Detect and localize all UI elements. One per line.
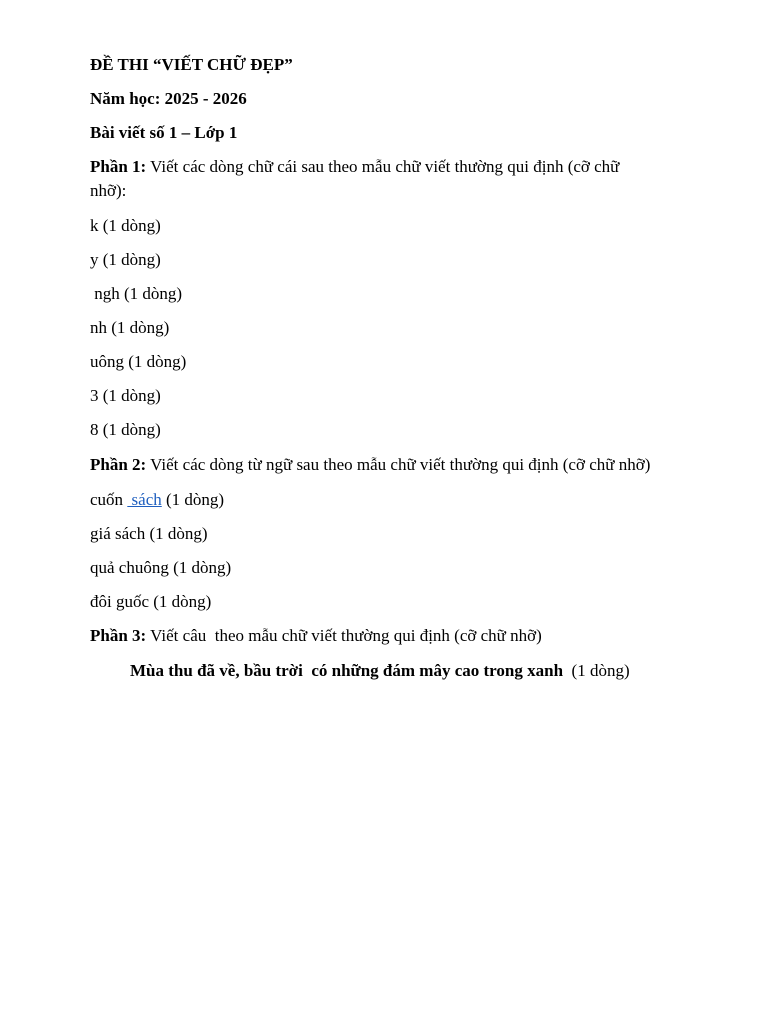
part1-label: Phần 1: [90,157,147,176]
sach-link[interactable]: sách [127,490,162,509]
part1-item: 8 (1 dòng) [90,420,161,439]
part1-instruction: Viết các dòng chữ cái sau theo mẫu chữ viết thường qui định (cỡ chữ nhỡ): [90,157,620,200]
part2-label: Phần 2: [90,455,147,474]
part2-heading [90,454,650,476]
part1-item: uông (1 dòng) [90,352,187,371]
school-year: Năm học: 2025 - 2026 [90,89,247,108]
part2-instruction: Viết các dòng từ ngữ sau theo mẫu chữ viết thường qui định (cỡ chữ nhỡ) [146,455,651,474]
part3-instruction: Viết câu theo mẫu chữ viết thường qui định (cỡ chữ nhỡ) [146,626,542,645]
part1-heading [90,155,650,203]
part1-item: 3 (1 dòng) [90,386,161,405]
part1-item: y (1 dòng) [90,250,161,269]
part2-item: quả chuông (1 dòng) [90,558,232,577]
part1-item: nh (1 dòng) [90,318,170,337]
part2-item: đôi guốc (1 dòng) [90,592,212,611]
part1-item: k (1 dòng) [90,216,161,235]
part2-item-suffix: (1 dòng) [161,490,225,509]
document-title: ĐỀ THI “VIẾT CHỮ ĐẸP” [90,55,293,74]
part2-item-prefix: cuốn [90,490,128,509]
document-subtitle: Bài viết số 1 – Lớp 1 [90,123,238,142]
part3-label: Phần 3: [90,626,147,645]
part1-item: ngh (1 dòng) [90,284,183,303]
part2-item: giá sách (1 dòng) [90,524,208,543]
part3-heading [90,625,542,647]
part3-sentence-line [130,660,630,682]
part3-sentence: Mùa thu đã về, bầu trời có những đám mây cao trong xanh [130,661,568,680]
part3-sentence-suffix: (1 dòng) [567,661,630,680]
part2-item [90,489,224,511]
